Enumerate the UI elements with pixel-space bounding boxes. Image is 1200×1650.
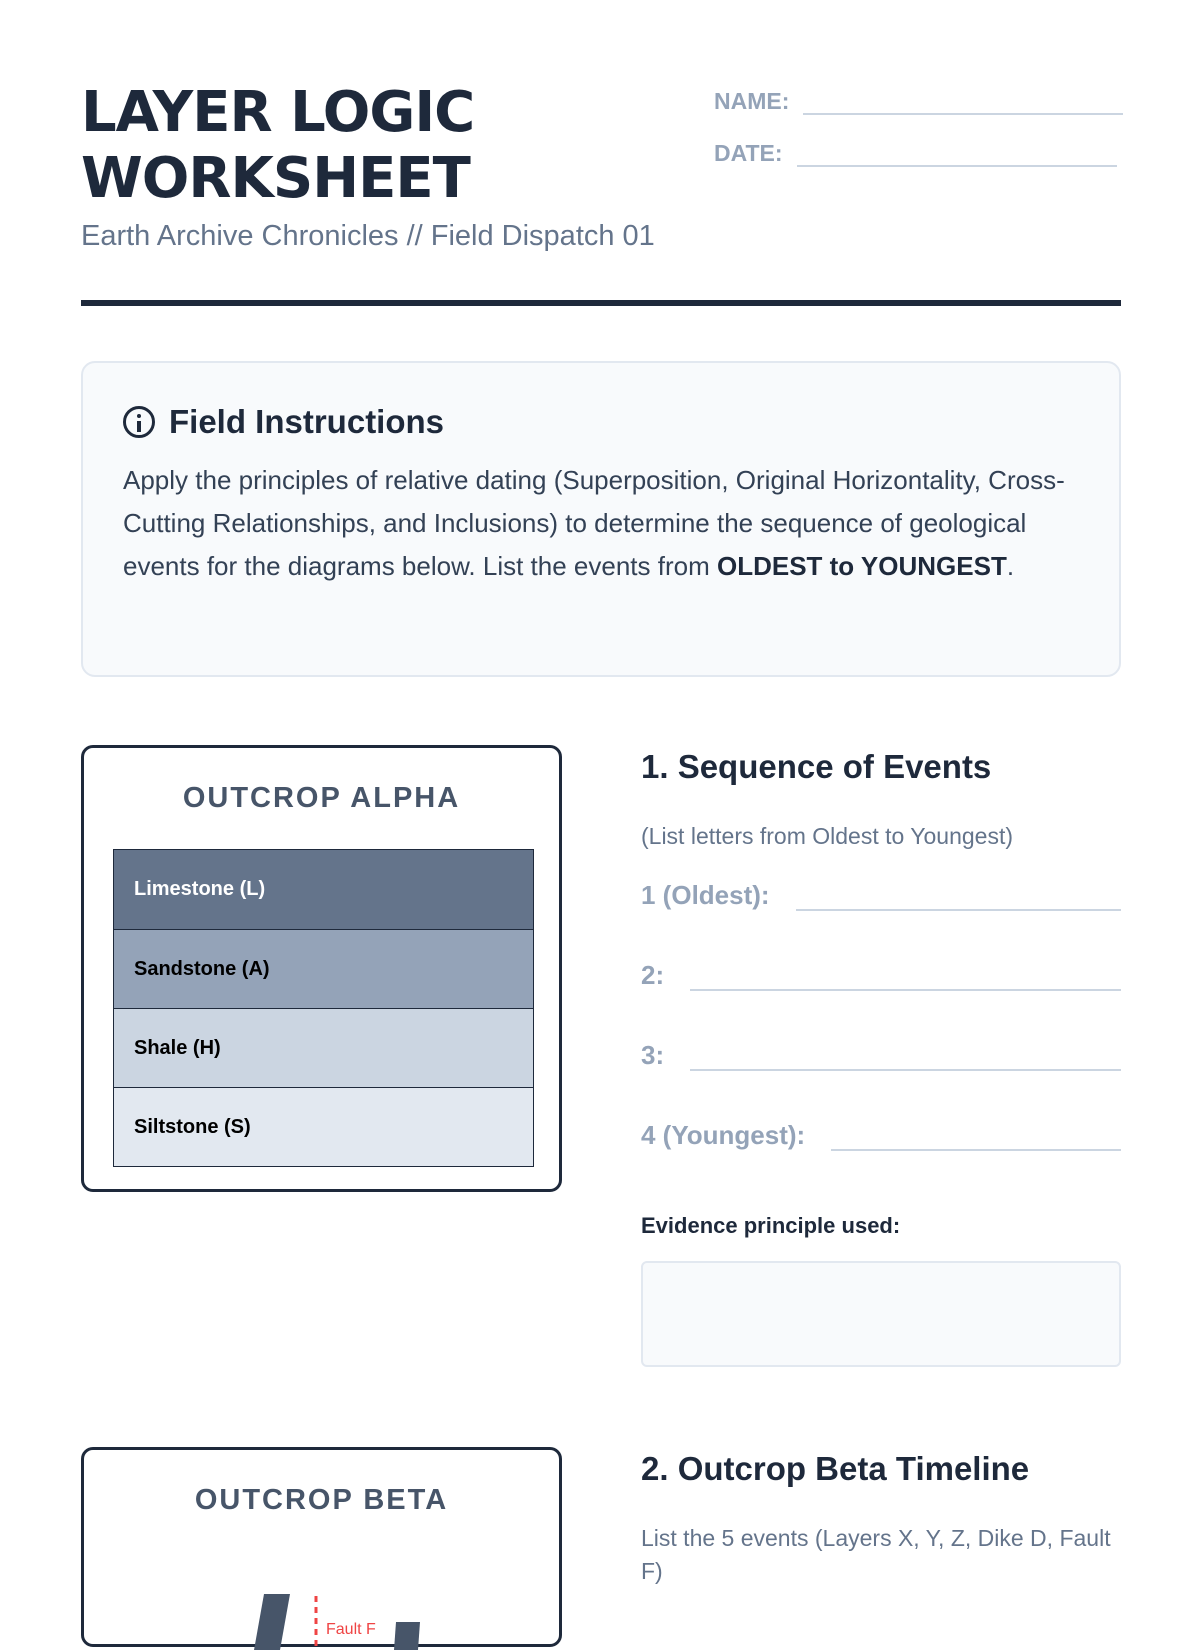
section-beta-timeline [641,1450,1121,1600]
title-line-2: WORKSHEET [81,146,470,211]
instructions-heading [123,403,1079,441]
sequence-slot-4[interactable] [641,1120,1121,1151]
instructions-body: Apply the principles of relative dating (Superposition, Original Horizontality, Cross-Cutting Relationships, and Inclusions) to determine the sequence of geological events for the diagrams below. List the events from [123,465,1065,581]
date-field[interactable] [714,140,1117,167]
section-1-note: (List letters from Oldest to Youngest) [641,823,1014,849]
outcrop-alpha-card [81,745,562,1192]
name-label: NAME: [714,88,790,114]
section-sequence [641,748,1121,1388]
name-line[interactable] [803,95,1123,115]
sequence-slot-1[interactable] [641,880,1121,911]
sequence-slot-label: 4 (Youngest): [641,1120,806,1150]
outcrop-alpha-title: OUTCROP ALPHA [182,782,461,814]
sequence-slot-label: 3: [641,1040,665,1070]
instructions-title: Field Instructions [169,403,445,440]
fault-f-label: Fault F [326,1621,376,1638]
instructions-emphasis: OLDEST to YOUNGEST [716,551,1007,581]
sequence-slot-line[interactable] [831,1127,1121,1151]
worksheet-header [81,80,1121,306]
outcrop-beta-card [81,1447,562,1647]
worksheet-title [81,80,641,212]
outcrop-beta-title: OUTCROP BETA [194,1484,449,1516]
layer-shape [394,1622,420,1650]
name-field[interactable] [714,88,1123,115]
date-label: DATE: [714,140,783,166]
evidence-input[interactable] [641,1261,1121,1367]
sequence-slot-line[interactable] [690,967,1121,991]
instructions-box [81,361,1121,677]
instructions-end: . [1006,551,1015,581]
outcrop-alpha-layers [113,849,534,1167]
worksheet-subtitle: Earth Archive Chronicles // Field Dispatch 01 [81,220,655,252]
dike-d-shape [254,1594,290,1650]
rock-layer: Sandstone (A) [114,929,533,1008]
title-line-1: LAYER LOGIC [81,80,475,145]
outcrop-beta-diagram [84,1550,559,1650]
header-divider [81,300,1121,306]
rock-layer: Shale (H) [114,1008,533,1087]
info-icon [123,406,155,438]
instructions-text [123,459,1079,588]
sequence-slot-line[interactable] [796,887,1121,911]
date-line[interactable] [797,147,1117,167]
rock-layer: Limestone (L) [114,850,533,929]
sequence-slot-label: 1 (Oldest): [641,880,770,910]
section-1-title: 1. Sequence of Events [641,748,992,785]
evidence-label: Evidence principle used: [641,1213,901,1238]
sequence-slot-label: 2: [641,960,665,990]
section-2-note: List the 5 events (Layers X, Y, Z, Dike D, Fault F) [641,1525,1111,1584]
sequence-slot-3[interactable] [641,1040,1121,1071]
rock-layer: Siltstone (S) [114,1087,533,1166]
section-2-title: 2. Outcrop Beta Timeline [641,1450,1030,1487]
sequence-slot-2[interactable] [641,960,1121,991]
sequence-slot-line[interactable] [690,1047,1121,1071]
